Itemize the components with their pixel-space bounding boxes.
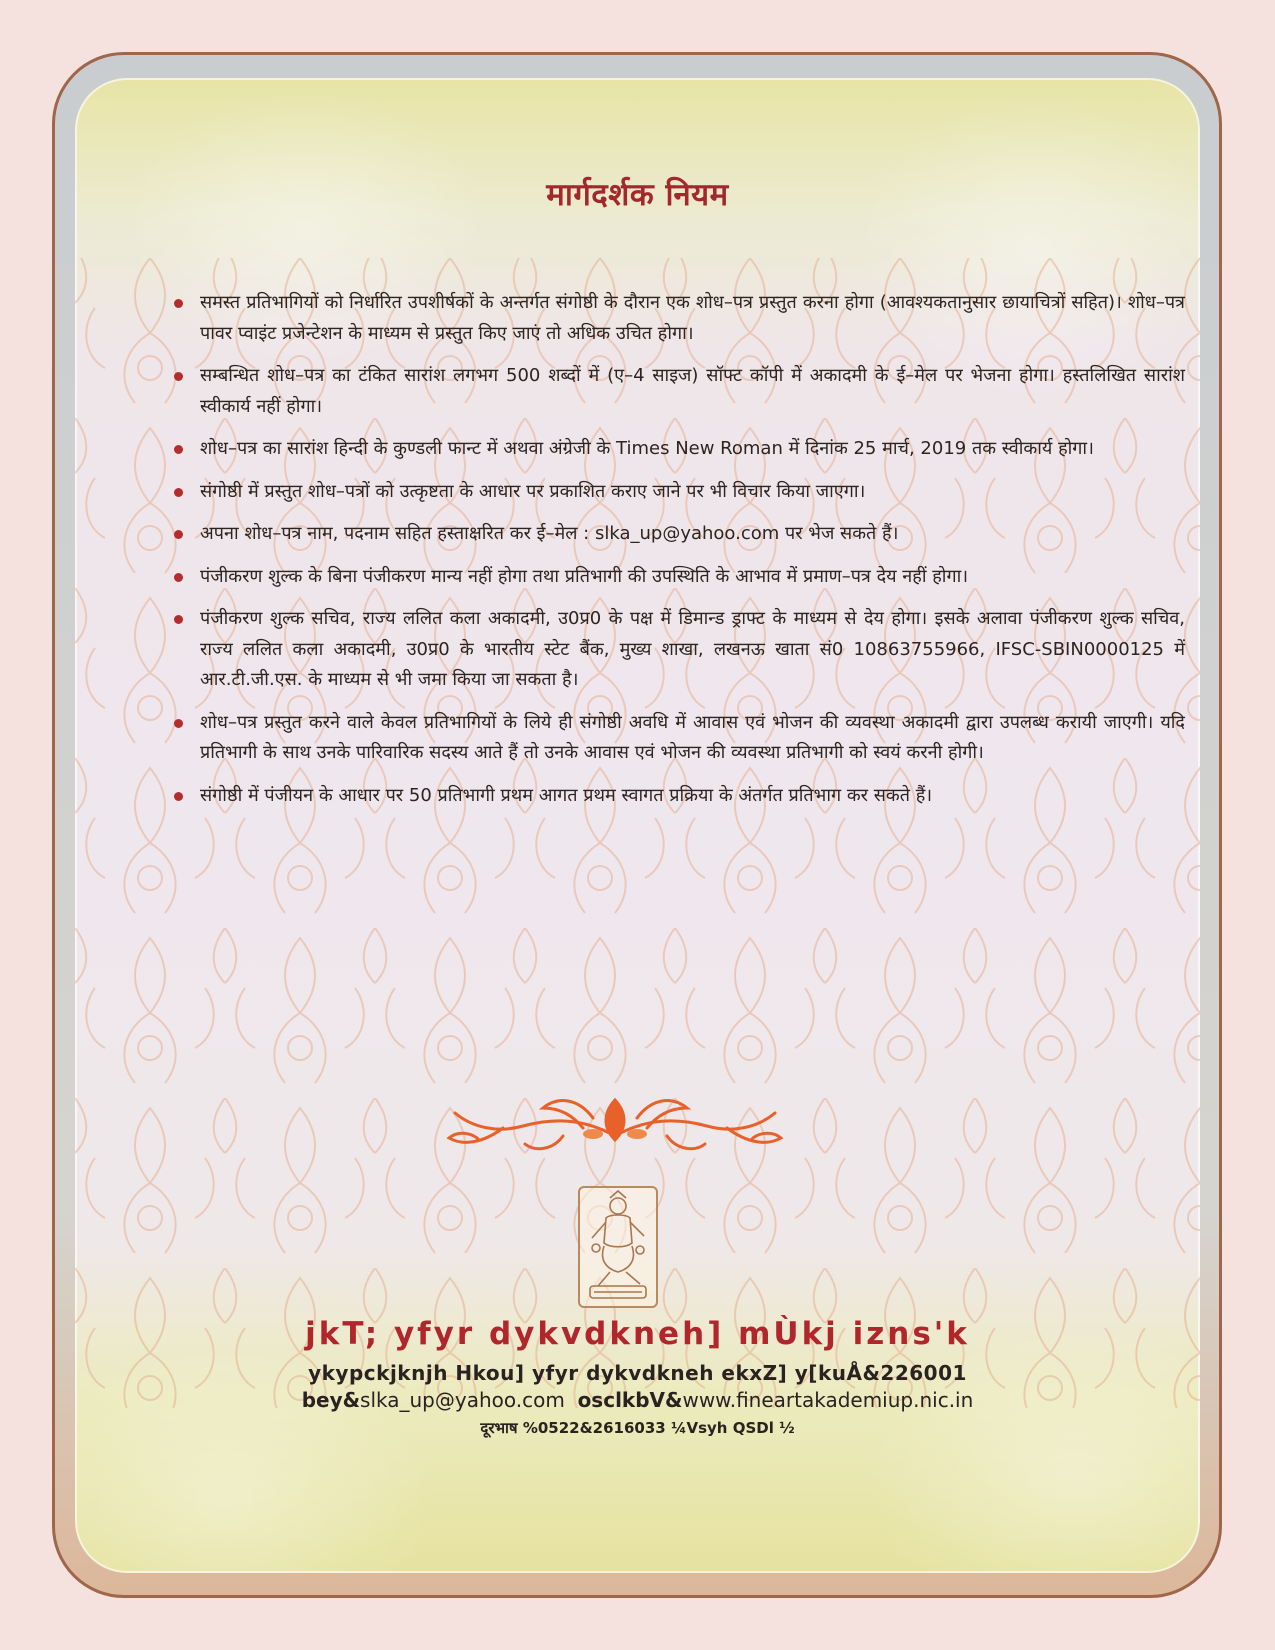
rule-text: पंजीकरण शुल्क सचिव, राज्य ललित कला अकादमी, उ0प्र0 के पक्ष में डिमान्ड ड्राफ्ट के माध्यम से देय होगा। इसके अलावा पंजीकरण शुल्क सचिव, राज्य ललित कला अकादमी, उ0प्र0 के भारतीय स्टेट बैंक, मुख्य शाखा, लखनऊ खाता सं0 10863755966, IFSC-SBIN0000125 में आर.टी.जी.एस. के माध्यम से भी जमा किया जा सकता है। [200, 608, 1185, 690]
phone-label: दूरभाष [480, 1419, 518, 1437]
organization-name: jkT; yfyr dykvdkneh] mÙkj izns'k [305, 1316, 970, 1352]
email-link[interactable]: slka_up@yahoo.com [360, 1388, 565, 1412]
bullet-dot-icon [174, 615, 183, 624]
rules-list [165, 288, 1185, 823]
phone-line [75, 1418, 1200, 1438]
rule-text: शोध–पत्र प्रस्तुत करने वाले केवल प्रतिभागियों के लिये ही संगोष्ठी अवधि में आवास एवं भोजन की व्यवस्था अकादमी द्वारा उपलब्ध करायी जाएगी। यदि प्रतिभागी के साथ उनके पारिवारिक सदस्य आते हैं तो उनके आवास एवं भोजन की व्यवस्था प्रतिभागी को स्वयं करनी होगी। [200, 711, 1185, 763]
phone-number: %0522&2616033 ¼Vsyh QSDl ½ [522, 1419, 795, 1437]
rule-text: अपना शोध–पत्र नाम, पदनाम सहित हस्ताक्षरित कर ई–मेल : slka_up@yahoo.com पर भेज सकते हैं। [200, 523, 899, 544]
rule-item [165, 708, 1185, 769]
contact-line [75, 1388, 1200, 1412]
rule-item [165, 477, 1185, 508]
rule-text: संगोष्ठी में प्रस्तुत शोध–पत्रों को उत्कृष्टता के आधार पर प्रकाशित कराए जाने पर भी विचार किया जाएगा। [200, 480, 866, 502]
bullet-dot-icon [174, 530, 183, 539]
page-title: मार्गदर्शक नियम [546, 177, 729, 213]
rule-item [165, 604, 1185, 696]
rule-item [165, 562, 1185, 593]
bullet-dot-icon [174, 719, 183, 728]
bullet-dot-icon [174, 445, 183, 454]
organization-address: ykypckjknjh Hkou] yfyr dykvdkneh ekxZ] y[kuÅ&226001 [308, 1361, 967, 1385]
rule-item [165, 519, 1185, 550]
rule-item [165, 361, 1185, 422]
rule-text: सम्बन्धित शोध–पत्र का टंकित सारांश लगभग 500 शब्दों में (ए–4 साइज) सॉफ्ट कॉपी में अकादमी के ई–मेल पर भेजना होगा। हस्तलिखित सारांश स्वीकार्य नहीं होगा। [200, 365, 1185, 417]
rule-item [165, 288, 1185, 349]
bullet-dot-icon [174, 488, 183, 497]
deity-emblem-icon [578, 1186, 658, 1308]
website-link[interactable]: www.fineartakademiup.nic.in [682, 1388, 974, 1412]
bullet-dot-icon [174, 792, 183, 801]
bullet-dot-icon [174, 372, 183, 381]
rule-text: शोध–पत्र का सारांश हिन्दी के कुण्डली फान्ट में अथवा अंग्रेजी के Times New Roman में दिनांक 25 मार्च, 2019 तक स्वीकार्य होगा। [200, 438, 1094, 459]
rule-item [165, 434, 1185, 465]
email-label: bey& [301, 1388, 361, 1412]
rule-item [165, 781, 1185, 812]
bullet-dot-icon [174, 573, 183, 582]
rule-text: समस्त प्रतिभागियों को निर्धारित उपशीर्षकों के अन्तर्गत संगोष्ठी के दौरान एक शोध–पत्र प्रस्तुत करना होगा (आवश्यकतानुसार छायाचित्रों सहित)। शोध–पत्र पावर प्वाइंट प्रजेन्टेशन के माध्यम से प्रस्तुत किए जाएं तो अधिक उचित होगा। [200, 292, 1185, 344]
website-label: osclkbV& [577, 1388, 683, 1412]
decorative-flourish-icon [443, 1088, 788, 1158]
bullet-dot-icon [174, 299, 183, 308]
rule-text: पंजीकरण शुल्क के बिना पंजीकरण मान्य नहीं होगा तथा प्रतिभागी की उपस्थिति के आभाव में प्रमाण–पत्र देय नहीं होगा। [200, 565, 969, 587]
rule-text: संगोष्ठी में पंजीयन के आधार पर 50 प्रतिभागी प्रथम आगत प्रथम स्वागत प्रक्रिया के अंतर्गत प्रतिभाग कर सकते हैं। [200, 784, 933, 806]
content-panel [75, 78, 1200, 1573]
